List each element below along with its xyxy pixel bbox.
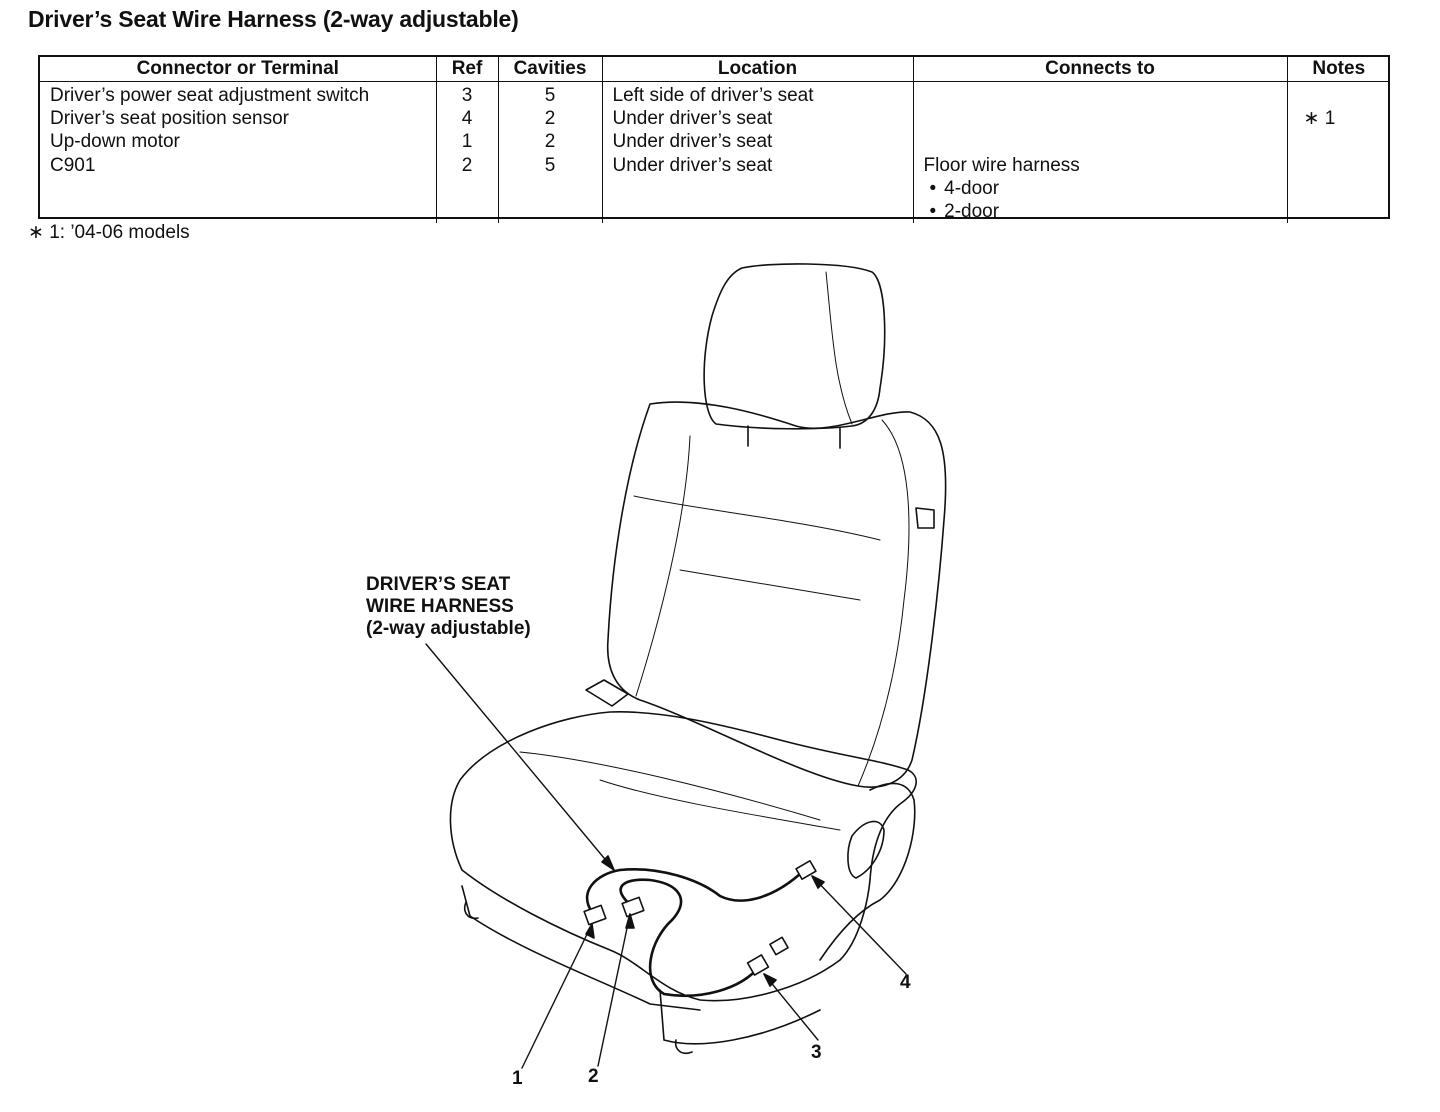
header-location: Location	[602, 57, 913, 82]
seat-cushion	[450, 712, 916, 1001]
location-cell: Under driver’s seat	[612, 108, 773, 130]
callout-1: 1	[512, 1068, 523, 1089]
harness-label-line: (2-way adjustable)	[366, 618, 531, 639]
header-cavities: Cavities	[498, 57, 602, 82]
callout-4-leader	[812, 876, 906, 974]
connects-to-sub-item: • 2-door	[924, 200, 1277, 223]
header-ref: Ref	[436, 57, 498, 82]
headrest	[704, 264, 885, 429]
cavities-cell: 2	[544, 131, 556, 153]
ref-cell: 1	[461, 131, 473, 153]
connects-to-sub-item: • 4-door	[924, 177, 1277, 200]
connector-cell: Driver’s power seat adjustment switch	[50, 85, 370, 106]
harness-leader-line	[426, 644, 614, 870]
ref-cell: 4	[461, 108, 473, 130]
location-cell: Left side of driver’s seat	[612, 85, 814, 106]
header-notes: Notes	[1287, 57, 1390, 82]
connector-cell: Up-down motor	[50, 131, 180, 153]
ref-cell: 3	[461, 85, 473, 106]
connector-cell: Driver’s seat position sensor	[50, 108, 290, 130]
connector-1	[584, 905, 606, 924]
cavities-cell: 2	[544, 108, 556, 130]
callout-2: 2	[588, 1066, 599, 1087]
location-cell: Under driver’s seat	[612, 154, 773, 176]
header-connects-to: Connects to	[913, 57, 1287, 82]
callout-4: 4	[900, 972, 911, 993]
harness-label	[366, 574, 531, 640]
ref-cell: 2	[461, 154, 473, 176]
cavities-cell: 5	[544, 85, 556, 106]
harness-wire	[587, 869, 800, 912]
seat-back	[608, 402, 946, 787]
connector-3	[748, 955, 769, 975]
connector-cell: C901	[50, 154, 96, 176]
callout-1-leader	[522, 924, 592, 1068]
connects-to-cell: Floor wire harness	[923, 154, 1080, 176]
harness-label-line: DRIVER’S SEAT	[366, 574, 511, 595]
header-connector: Connector or Terminal	[40, 57, 436, 82]
harness-label-line: WIRE HARNESS	[366, 596, 514, 617]
location-cell: Under driver’s seat	[612, 131, 773, 153]
page-title: Driver’s Seat Wire Harness (2-way adjustable)	[28, 6, 519, 32]
footnote: ∗ 1: ’04-06 models	[28, 222, 190, 243]
callout-2-leader	[598, 914, 630, 1066]
callout-3: 3	[811, 1042, 822, 1063]
notes-cell: ∗ 1	[1303, 108, 1336, 130]
cavities-cell: 5	[544, 154, 556, 176]
